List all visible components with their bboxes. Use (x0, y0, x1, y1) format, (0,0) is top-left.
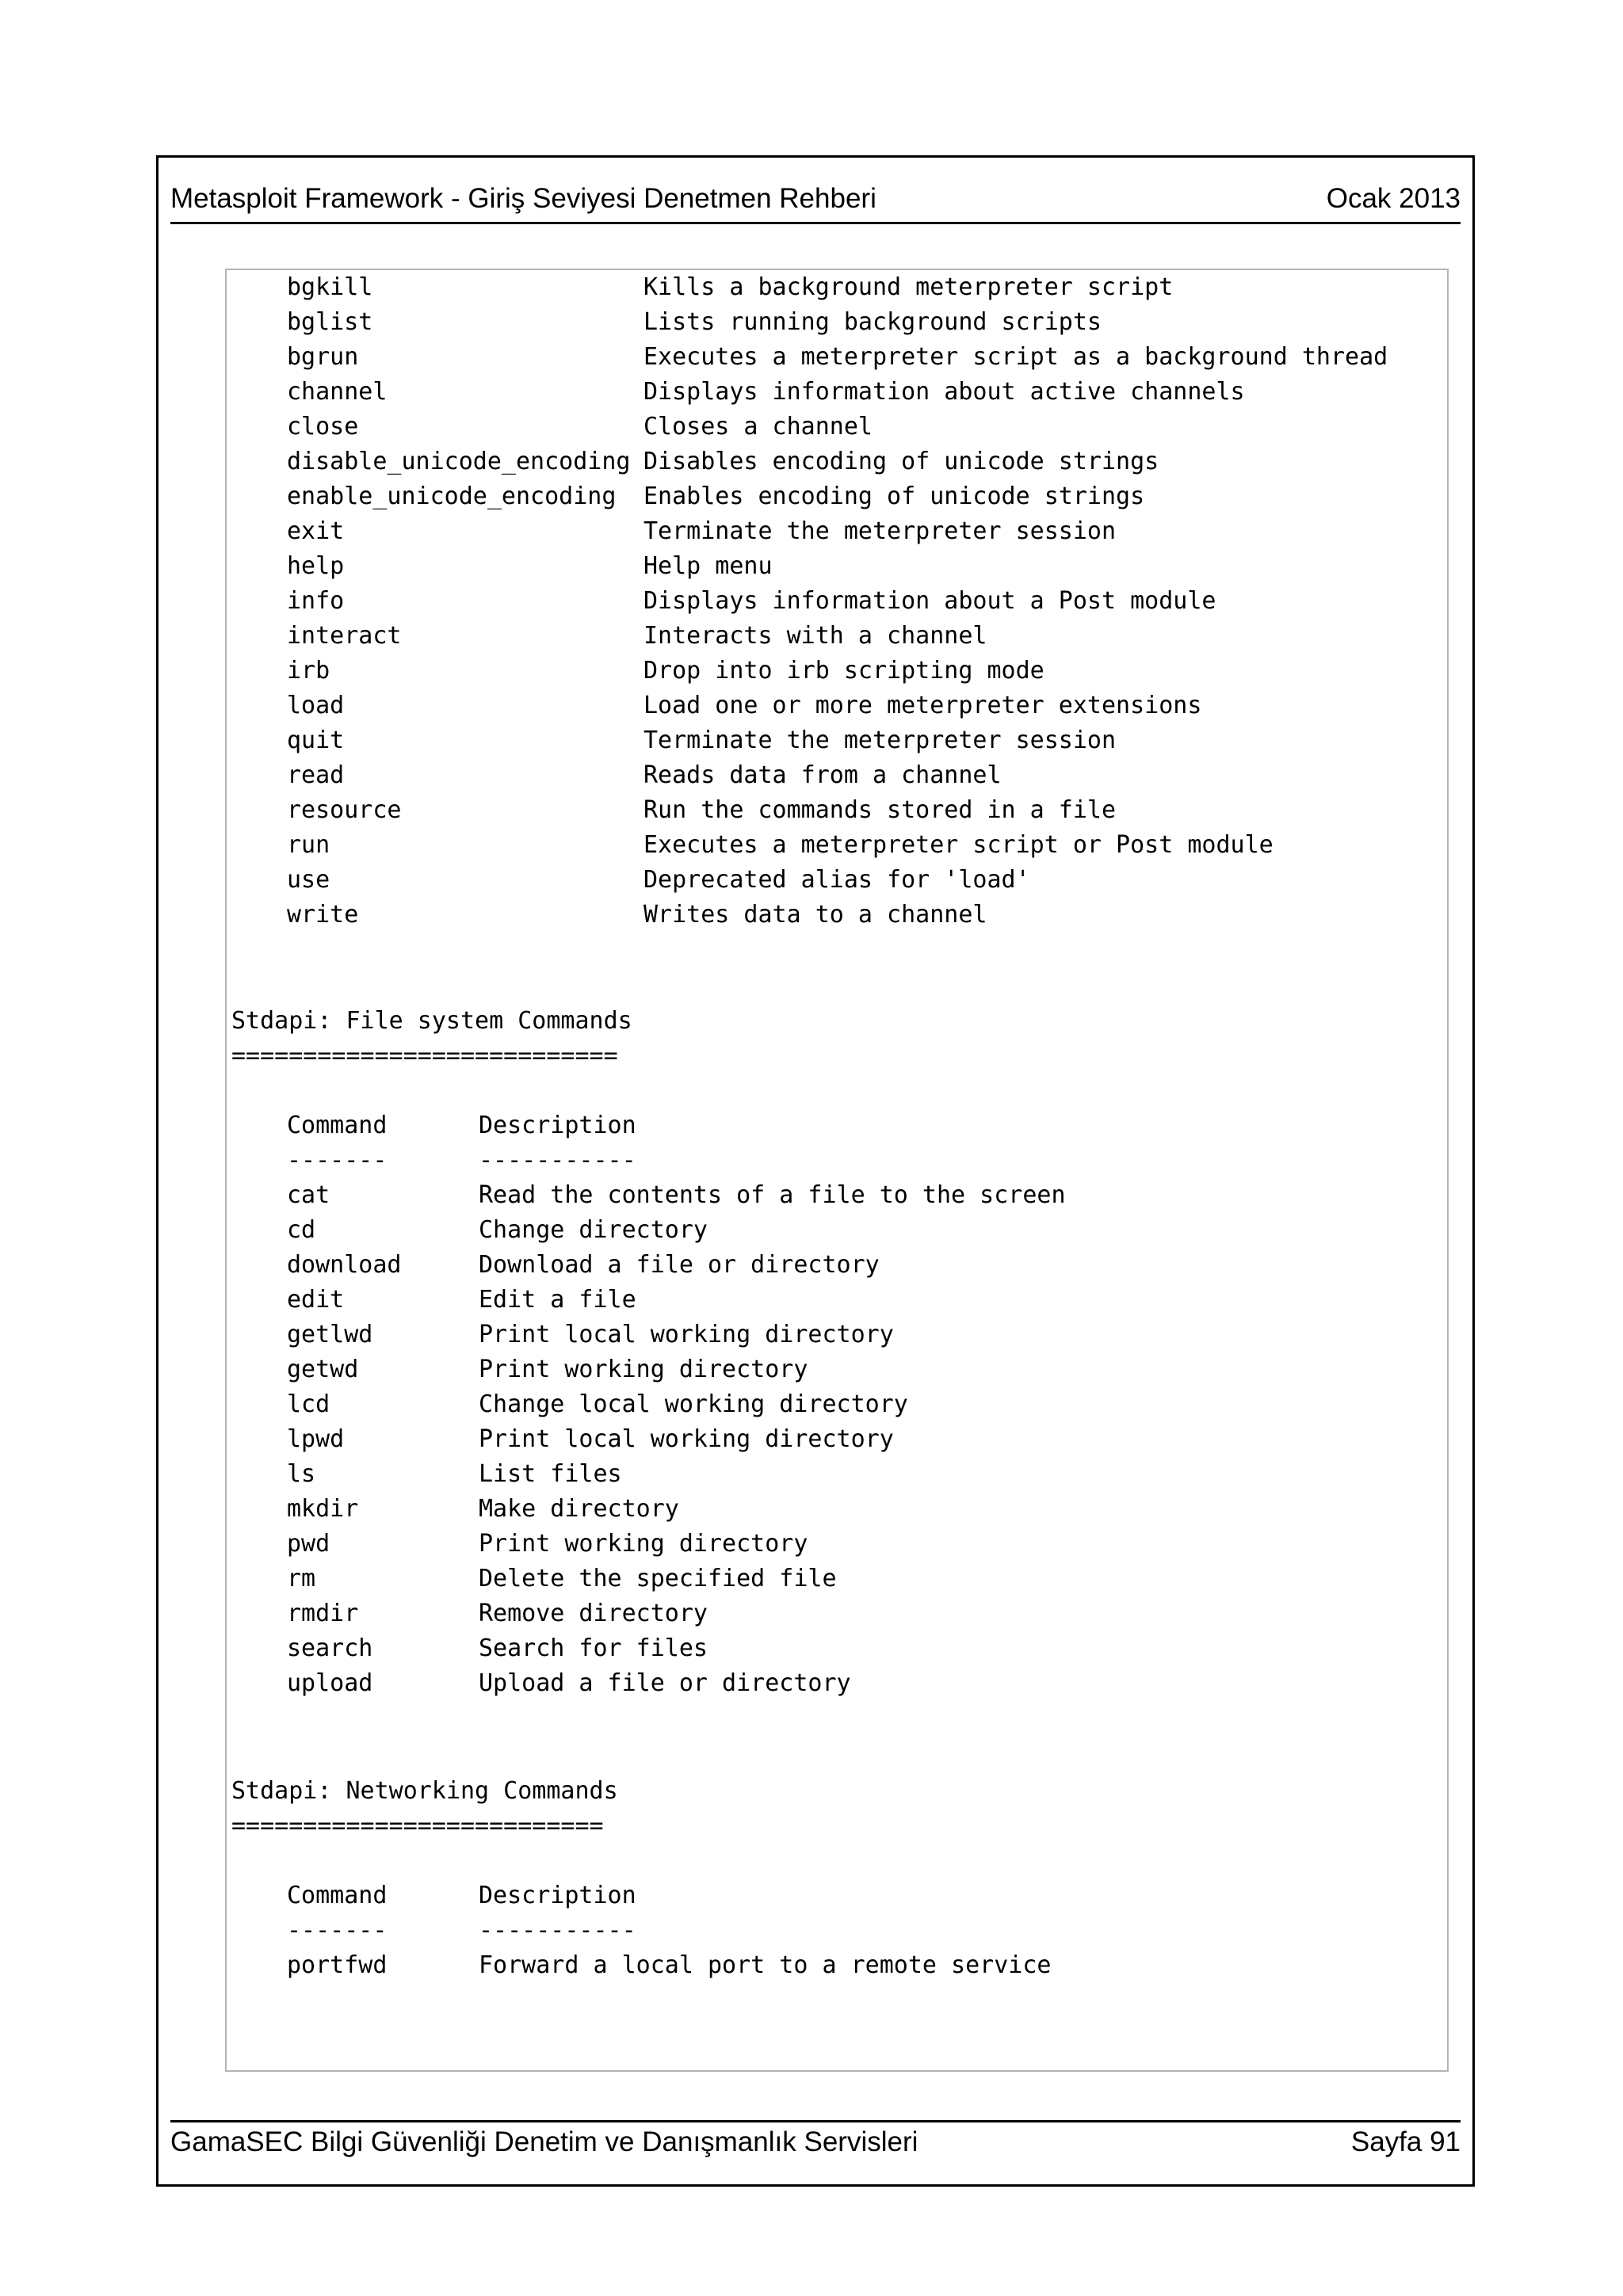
command-description: Terminate the meterpreter session (643, 727, 1117, 754)
command-name: read (287, 761, 345, 789)
command-name: disable_unicode_encoding (287, 448, 631, 475)
section-title: Stdapi: File system Commands (231, 1007, 632, 1035)
command-name: write (287, 901, 359, 929)
document-title: Metasploit Framework - Giriş Seviyesi Denetmen Rehberi (170, 183, 876, 214)
command-description: Deprecated alias for 'load' (643, 866, 1030, 894)
command-name: interact (287, 622, 402, 650)
command-description: Change directory (479, 1216, 708, 1244)
document-date: Ocak 2013 (1326, 183, 1461, 214)
command-name: cd (287, 1216, 316, 1244)
column-divider: ------- (287, 1917, 388, 1944)
command-description: Lists running background scripts (643, 308, 1102, 336)
command-name: ls (287, 1460, 316, 1488)
command-name: getlwd (287, 1321, 373, 1348)
command-name: close (287, 413, 359, 441)
command-description: Forward a local port to a remote service (479, 1951, 1052, 1979)
command-name: quit (287, 727, 345, 754)
section-underline: =========================== (231, 1042, 618, 1070)
command-description: Load one or more meterpreter extensions (643, 692, 1202, 719)
command-description: Upload a file or directory (479, 1669, 851, 1697)
command-description: Make directory (479, 1495, 679, 1523)
command-name: irb (287, 657, 330, 685)
command-name: search (287, 1634, 373, 1662)
column-header-command: Command (287, 1882, 388, 1909)
command-description: Search for files (479, 1634, 708, 1662)
command-description: Download a file or directory (479, 1251, 880, 1279)
command-description: Reads data from a channel (643, 761, 1002, 789)
command-name: portfwd (287, 1951, 388, 1979)
page-number: Sayfa 91 (1350, 2126, 1461, 2157)
command-name: enable_unicode_encoding (287, 482, 617, 510)
command-description: Print local working directory (479, 1321, 894, 1348)
command-description: Edit a file (479, 1286, 636, 1314)
column-divider: ----------- (479, 1146, 636, 1174)
command-description: Terminate the meterpreter session (643, 517, 1117, 545)
command-description: Displays information about active channels (643, 378, 1245, 406)
command-description: Executes a meterpreter script as a background thread (643, 343, 1388, 371)
command-name: edit (287, 1286, 345, 1314)
command-description: Displays information about a Post module (643, 587, 1216, 615)
command-name: pwd (287, 1530, 330, 1558)
command-name: rmdir (287, 1600, 359, 1627)
command-name: load (287, 692, 345, 719)
command-description: List files (479, 1460, 622, 1488)
command-description: Executes a meterpreter script or Post module (643, 831, 1274, 859)
command-description: Remove directory (479, 1600, 708, 1627)
command-description: Drop into irb scripting mode (643, 657, 1044, 685)
command-description: Run the commands stored in a file (643, 796, 1117, 824)
command-description: Kills a background meterpreter script (643, 273, 1174, 301)
command-name: use (287, 866, 330, 894)
command-name: lpwd (287, 1425, 345, 1453)
page-header (170, 179, 1461, 224)
command-description: Help menu (643, 552, 773, 580)
section-title: Stdapi: Networking Commands (231, 1777, 618, 1805)
section-underline: ========================== (231, 1812, 604, 1840)
command-name: info (287, 587, 345, 615)
command-description: Disables encoding of unicode strings (643, 448, 1159, 475)
command-description: Closes a channel (643, 413, 873, 441)
command-name: run (287, 831, 330, 859)
command-name: resource (287, 796, 402, 824)
command-description: Delete the specified file (479, 1565, 837, 1592)
command-name: exit (287, 517, 345, 545)
column-header-description: Description (479, 1882, 636, 1909)
command-name: download (287, 1251, 402, 1279)
command-description: Writes data to a channel (643, 901, 987, 929)
command-description: Print local working directory (479, 1425, 894, 1453)
command-name: mkdir (287, 1495, 359, 1523)
page-footer (170, 2120, 1461, 2167)
command-name: getwd (287, 1356, 359, 1383)
command-name: rm (287, 1565, 316, 1592)
command-description: Change local working directory (479, 1390, 908, 1418)
command-name: channel (287, 378, 388, 406)
command-name: cat (287, 1181, 330, 1209)
command-name: bglist (287, 308, 373, 336)
command-name: help (287, 552, 345, 580)
command-description: Read the contents of a file to the screen (479, 1181, 1066, 1209)
footer-company: GamaSEC Bilgi Güvenliği Denetim ve Danışmanlık Servisleri (170, 2126, 918, 2157)
column-divider: ------- (287, 1146, 388, 1174)
command-name: lcd (287, 1390, 330, 1418)
code-listing (225, 269, 1449, 2072)
column-divider: ----------- (479, 1917, 636, 1944)
command-description: Print working directory (479, 1356, 808, 1383)
command-description: Print working directory (479, 1530, 808, 1558)
column-header-command: Command (287, 1112, 388, 1139)
column-header-description: Description (479, 1112, 636, 1139)
command-description: Interacts with a channel (643, 622, 987, 650)
command-description: Enables encoding of unicode strings (643, 482, 1145, 510)
command-name: bgrun (287, 343, 359, 371)
command-name: bgkill (287, 273, 373, 301)
command-name: upload (287, 1669, 373, 1697)
